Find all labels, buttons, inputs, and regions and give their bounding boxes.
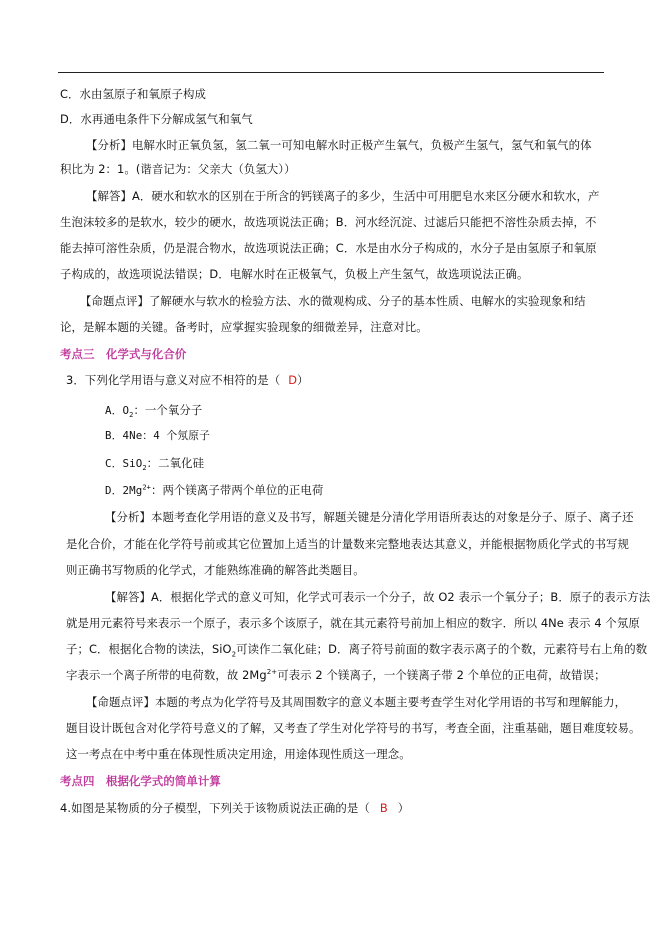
answer-q3-line4-sup: 2+: [266, 668, 278, 677]
comment-q3-line1: 【命题点评】本题的考点为化学符号及其周围数字的意义本题主要考查学生对化学用语的书写和理解能力，: [86, 695, 627, 709]
option-c-q3-sub: 2: [142, 464, 147, 473]
option-c-q3-pre: C．SiO: [105, 457, 143, 470]
header-rule: [58, 72, 604, 73]
analysis-q2-line2: 积比为 2：1。(谐音记为：父亲大（负氢大））: [60, 162, 296, 176]
answer-q2-line1: 【解答】A．硬水和软水的区别在于所含的钙镁离子的多少，生活中可用肥皂水来区分硬水和软水，产: [86, 189, 600, 203]
option-a-q3-post: ：一个氧分子: [133, 403, 203, 417]
option-a-q3-sub: 2: [129, 411, 134, 420]
answer-q3-line1: 【解答】A．根据化学式的意义可知，化学式可表示一个分子，故 O2 表示一个氧分子；B．原子的表示方法: [105, 590, 651, 604]
question-3-text: 3．下列化学用语与意义对应不相符的是（: [66, 373, 281, 387]
section-heading-3: 考点三 化学式与化合价: [60, 347, 187, 361]
option-d-q2: D．水再通电条件下分解成氢气和氧气: [60, 112, 253, 126]
option-d-q3-sup: 2+: [142, 483, 151, 492]
answer-q3-line2: 就是用元素符号来表示一个原子，表示多个该原子，就在其元素符号前加上相应的数字．所以 4Ne 表示 4 个氖原: [66, 616, 640, 630]
option-c-q3-post: ：二氧化硅: [146, 456, 205, 470]
question-4-close: ）: [397, 801, 410, 815]
question-4-answer: B: [379, 801, 388, 815]
question-3: [66, 372, 309, 388]
section-heading-4: 考点四 根据化学式的简单计算: [60, 774, 221, 788]
comment-q3-line3: 这一考点在中考中重在体现性质决定用途，用途体现性质这一理念。: [66, 747, 411, 761]
option-a-q3: [105, 402, 202, 419]
answer-q3-line3-post: 可读作二氧化硅；D．离子符号前面的数字表示离子的个数，元素符号右上角的数: [236, 642, 648, 656]
comment-q3-line2: 题目设计既包含对化学符号意义的了解，又考查了学生对化学符号的书写，考查全面，注重基础，题目难度较易。: [66, 721, 641, 735]
analysis-q3-line1: 【分析】本题考查化学用语的意义及书写，解题关键是分清化学用语所表达的对象是分子、原子、离子还: [105, 510, 634, 524]
question-3-close: ）: [297, 373, 309, 387]
question-4-text: 4.如图是某物质的分子模型，下列关于该物质说法正确的是（: [60, 801, 370, 815]
answer-q3-line3: [66, 641, 647, 657]
option-d-q3: [105, 482, 323, 499]
answer-q3-line3-sub: 2: [231, 650, 237, 659]
option-d-q3-post: ：两个镁离子带两个单位的正电荷: [150, 483, 324, 497]
answer-q3-line4-pre: 字表示一个离子所带的电荷数，故 2Mg: [66, 668, 267, 682]
option-b-q3: B．4Ne：4 个氖原子: [105, 429, 210, 442]
answer-q2-line3: 能去掉可溶性杂质，仍是混合物水，故选项说法正确；C．水是由水分子构成的，水分子是由氢原子和氧原: [60, 241, 597, 255]
comment-q2-line2: 论，是解本题的关键。备考时，应掌握实验现象的细微差异，注意对比。: [60, 320, 428, 334]
question-4: [60, 800, 409, 816]
option-d-q3-pre: D．2Mg: [105, 484, 143, 497]
answer-q3-line4-post: 可表示 2 个镁离子，一个镁离子带 2 个单位的正电荷，故错误；: [277, 668, 606, 682]
answer-q3-line3-pre: 子；C．根据化合物的读法，SiO: [66, 642, 232, 656]
answer-q3-line4: [66, 667, 606, 683]
option-c-q3: [105, 455, 204, 472]
option-c-q2: C．水由氢原子和氧原子构成: [60, 87, 206, 101]
analysis-q3-line2: 是化合价，才能在化学符号前或其它位置加上适当的计量数来完整地表达其意义，并能根据物质化学式的书写规: [66, 537, 630, 551]
analysis-q2-line1: 【分析】电解水时正氧负氢，氢二氧一可知电解水时正极产生氧气，负极产生氢气，氢气和氧气的体: [86, 138, 592, 152]
analysis-q3-line3: 则正确书写物质的化学式，才能熟练准确的解答此类题目。: [66, 563, 365, 577]
question-3-answer: D: [288, 373, 298, 387]
comment-q2-line1: 【命题点评】了解硬水与软水的检验方法、水的微观构成、分子的基本性质、电解水的实验现象和结: [80, 294, 586, 308]
option-a-q3-pre: A．O: [105, 404, 130, 417]
answer-q2-line4: 子构成的，故选项说法错误；D．电解水时在正极氧气，负极上产生氢气，故选项说法正确。: [60, 267, 529, 281]
answer-q2-line2: 生泡沫较多的是软水，较少的硬水，故选项说法正确；B．河水经沉淀、过滤后只能把不溶性杂质去掉，不: [60, 215, 597, 229]
